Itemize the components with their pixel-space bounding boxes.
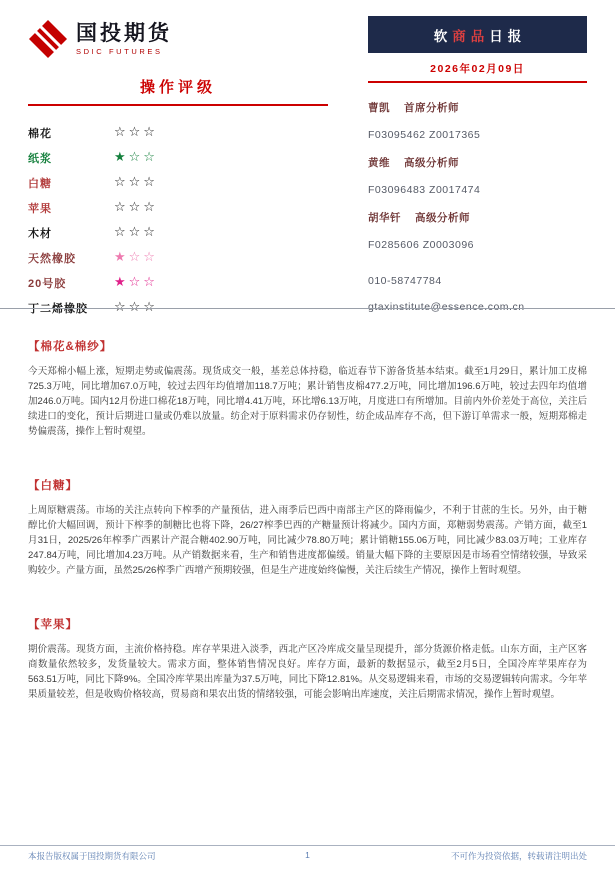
analyst-reg: F03096483 Z0017474 [368, 184, 481, 196]
section-body: 今天郑棉小幅上涨，短期走势或偏震荡。现货成交一般，基差总体持稳，临近春节下游备货基本结束。截至1月29日，累计加工皮棉725.3万吨，同比增加67.0万吨，较过去四年均值增加118.7万吨；累计销售皮棉477.2万吨，同比增加196.6万吨，较过去四年均值增加246.0万吨。国内12月份进口棉花18万吨，同比增4.41万吨，环比增6.13万吨，月度进口有所增加。目前内外价差处于高位，关注后续进口的变化，预计后期进口量或仍难以放量。纺企对于原料需求仍存韧性，纺企成品库存不高，但下游订单需求一般，短期郑棉走势偏震荡，操作上暂时观望。 [28, 366, 587, 437]
star-rating: ★☆☆ [114, 150, 158, 165]
report-date: 2026年02月09日 [430, 63, 525, 75]
analyst-name: 曹凯 [368, 102, 390, 114]
section-apple [28, 616, 587, 702]
banner-text: 软 [433, 29, 453, 44]
analyst-title: 高级分析师 [415, 212, 470, 224]
section-body: 上周原糖震荡。市场的关注点转向下榨季的产量预估，进入雨季后巴西中南部主产区的降雨偏少，不利于甘蔗的生长。另外，由于糖醇比价大幅回调，预计下榨季的制糖比也将下降，26/27榨季巴西的产糖量预计将减少。国内方面，郑糖弱势震荡。产销方面，截至1月31日，2025/26年榨季广西累计产混合糖402.90万吨，同比减少78.80万吨；累计销糖155.06万吨，同比减少83.03万吨；工业库存247.84万吨，同比增加4.23万吨。从产销数据来看，生产和销售进度都偏缓。销量大幅下降的主要原因是市场看空情绪较强，导致采购较少。产量方面，虽然25/26榨季广西增产预期较强，但是生产进度始终偏慢，关注后续生产情况，操作上暂时观望。 [28, 505, 587, 576]
star-rating: ★☆☆ [114, 275, 158, 290]
star-rating: ☆☆☆ [114, 175, 158, 190]
footer-divider [0, 845, 615, 846]
commodity-name: 木材 [28, 227, 52, 240]
brand-name-cn: 国投期货 [76, 21, 172, 45]
page-footer [28, 850, 587, 862]
commodity-name: 丁二烯橡胶 [28, 302, 88, 315]
analyst-title: 高级分析师 [404, 157, 459, 169]
banner-text: 日报 [489, 29, 527, 44]
star-rating: ☆☆☆ [114, 125, 158, 140]
footer-copyright: 本报告版权属于国投期货有限公司 [28, 851, 156, 861]
analyst-reg: F03095462 Z0017365 [368, 129, 481, 141]
commodity-name: 纸浆 [28, 152, 52, 165]
footer-disclaimer: 不可作为投资依据，转载请注明出处 [450, 851, 587, 861]
footer-page-number: 1 [305, 850, 310, 860]
section-body: 期价震荡。现货方面，主流价格持稳。库存苹果进入淡季，西北产区冷库成交量呈现提升，部分货源价格走低。山东方面，主产区客商数量依然较多，发货量较大。需求方面，整体销售情况良好。库存方面，最新的数据显示，截至2月5日，全国冷库苹果库存为563.51万吨，同比下降9%。全国冷库苹果出库量为37.5万吨，同比下降12.81%。从交易逻辑来看，市场的交易逻辑转向需求。今年苹果质量较差，但是收购价格较高，贸易商和果农出货的情绪较强，可能会影响出库速度，关注后期需求情况，操作上暂时观望。 [28, 644, 587, 700]
section-title: 【白糖】 [28, 480, 78, 492]
analyst-name: 胡华钎 [368, 212, 401, 224]
analyst-name: 黄维 [368, 157, 390, 169]
commodity-name: 棉花 [28, 127, 52, 140]
star-rating: ☆☆☆ [114, 300, 158, 315]
commodity-name: 白糖 [28, 177, 52, 190]
analyst-title: 首席分析师 [404, 102, 459, 114]
section-title: 【苹果】 [28, 619, 78, 631]
star-rating: ☆☆☆ [114, 200, 158, 215]
brand-name-en: SDIC FUTURES [76, 47, 163, 57]
analyst-reg: F0285606 Z0003096 [368, 239, 474, 251]
ratings-title: 操作评级 [139, 79, 216, 96]
section-title: 【棉花&棉纱】 [28, 341, 113, 353]
commodity-name: 苹果 [28, 202, 52, 215]
contact-phone: 010-58747784 [368, 275, 442, 287]
contact-email: gtaxinstitute@essence.com.cn [368, 301, 525, 313]
banner-text-accent: 商品 [452, 29, 490, 44]
section-cotton [28, 338, 587, 439]
star-rating: ☆☆☆ [114, 225, 158, 240]
commodity-name: 20号胶 [28, 277, 67, 290]
section-sugar [28, 477, 587, 578]
star-rating: ★☆☆ [114, 250, 158, 265]
commodity-name: 天然橡胶 [28, 252, 76, 265]
